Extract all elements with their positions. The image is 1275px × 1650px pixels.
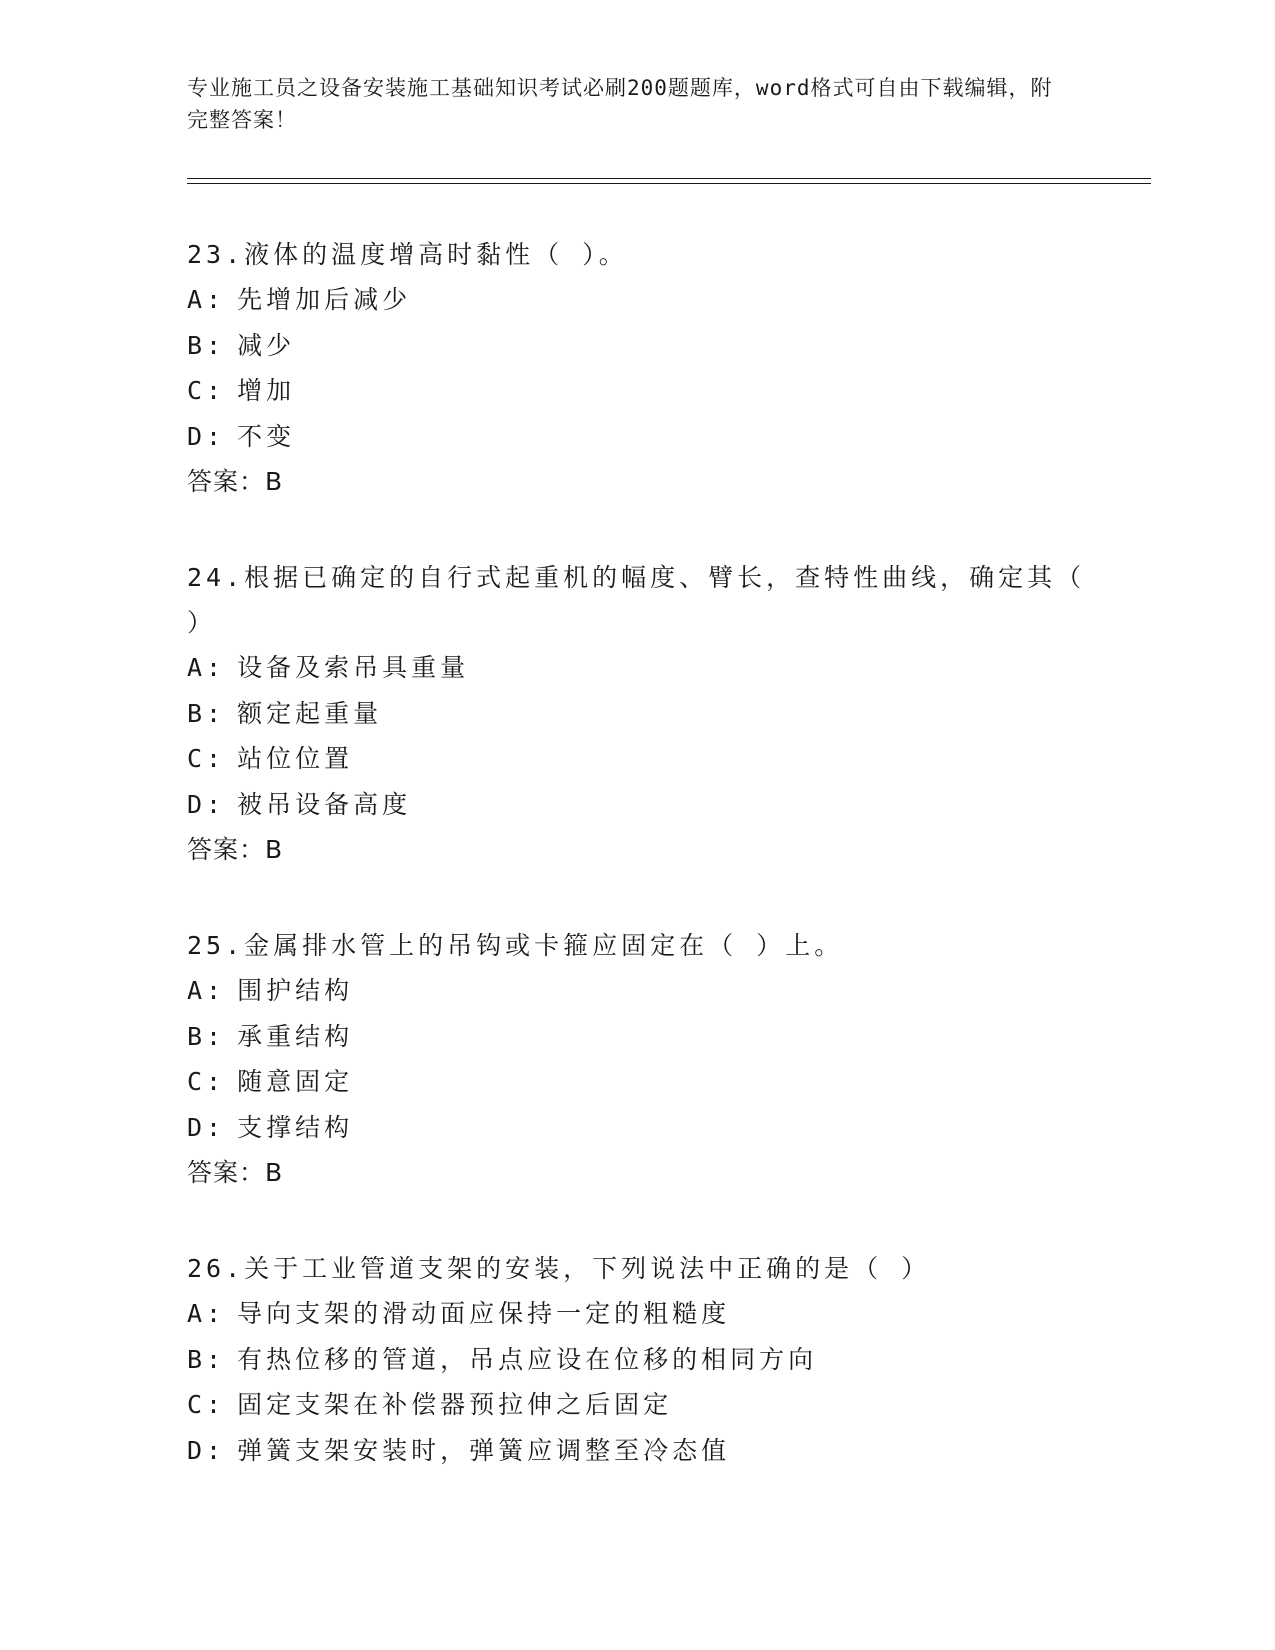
option-a bbox=[187, 968, 1087, 1014]
option-text: 站位位置 bbox=[237, 744, 354, 773]
option-c bbox=[187, 1382, 1087, 1428]
answer-line bbox=[187, 459, 1087, 504]
question-stem: 24.根据已确定的自行式起重机的幅度、臂长，查特性曲线，确定其（ ） bbox=[187, 563, 1086, 637]
question-item bbox=[187, 1246, 1087, 1473]
option-b bbox=[187, 691, 1087, 737]
document-header bbox=[187, 72, 1067, 136]
option-d bbox=[187, 414, 1087, 460]
question-item bbox=[187, 923, 1087, 1195]
option-key: B: bbox=[187, 1344, 226, 1374]
option-d bbox=[187, 1105, 1087, 1151]
option-key: A: bbox=[187, 653, 226, 682]
option-text: 支撑结构 bbox=[237, 1112, 354, 1142]
option-key: A: bbox=[187, 976, 226, 1005]
option-a bbox=[187, 645, 1087, 691]
answer-label: 答案： bbox=[187, 1158, 266, 1187]
answer-label: 答案： bbox=[187, 467, 266, 496]
question-item bbox=[187, 555, 1087, 872]
option-text: 随意固定 bbox=[237, 1067, 354, 1096]
option-b bbox=[187, 1014, 1087, 1060]
option-text: 承重结构 bbox=[237, 1021, 354, 1051]
question-stem: 25.金属排水管上的吊钩或卡箍应固定在（ ）上。 bbox=[187, 931, 844, 960]
option-text: 设备及索吊具重量 bbox=[237, 653, 470, 682]
option-text: 固定支架在补偿器预拉伸之后固定 bbox=[237, 1390, 673, 1419]
option-text: 围护结构 bbox=[237, 976, 354, 1005]
question-list bbox=[187, 232, 1087, 1524]
option-b bbox=[187, 323, 1087, 369]
option-text: 弹簧支架安装时，弹簧应调整至冷态值 bbox=[237, 1435, 731, 1465]
header-divider-top bbox=[187, 178, 1151, 179]
answer-label: 答案： bbox=[187, 835, 266, 864]
option-text: 有热位移的管道，吊点应设在位移的相同方向 bbox=[237, 1344, 818, 1374]
option-text: 增加 bbox=[237, 376, 296, 405]
answer-value: B bbox=[265, 467, 284, 496]
answer-line bbox=[187, 827, 1087, 872]
option-a bbox=[187, 277, 1087, 323]
header-text: 专业施工员之设备安装施工基础知识考试必刷200题题库，word格式可自由下载编辑，附完整答案！ bbox=[187, 76, 1053, 132]
option-b bbox=[187, 1337, 1087, 1383]
option-key: D: bbox=[187, 1435, 226, 1465]
option-key: C: bbox=[187, 744, 226, 773]
option-key: C: bbox=[187, 1067, 226, 1096]
option-text: 额定起重量 bbox=[237, 698, 383, 728]
option-key: D: bbox=[187, 789, 226, 819]
option-key: B: bbox=[187, 698, 226, 728]
question-stem: 23.液体的温度增高时黏性（ ）。 bbox=[187, 240, 628, 269]
option-c bbox=[187, 736, 1087, 782]
question-stem: 26.关于工业管道支架的安装，下列说法中正确的是（ ） bbox=[187, 1254, 931, 1283]
option-text: 减少 bbox=[237, 330, 296, 360]
option-a bbox=[187, 1291, 1087, 1337]
option-text: 先增加后减少 bbox=[237, 285, 412, 314]
option-d bbox=[187, 782, 1087, 828]
option-key: D: bbox=[187, 1112, 226, 1142]
option-key: B: bbox=[187, 330, 226, 360]
option-key: C: bbox=[187, 376, 226, 405]
option-d bbox=[187, 1428, 1087, 1474]
header-divider-bottom bbox=[187, 183, 1151, 184]
option-text: 不变 bbox=[237, 421, 296, 451]
answer-value: B bbox=[265, 1158, 284, 1187]
option-c bbox=[187, 1059, 1087, 1105]
option-text: 被吊设备高度 bbox=[237, 789, 412, 819]
option-text: 导向支架的滑动面应保持一定的粗糙度 bbox=[237, 1299, 731, 1328]
option-key: C: bbox=[187, 1390, 226, 1419]
option-key: B: bbox=[187, 1021, 226, 1051]
option-key: D: bbox=[187, 421, 226, 451]
answer-value: B bbox=[265, 835, 284, 864]
question-item bbox=[187, 232, 1087, 504]
answer-line bbox=[187, 1150, 1087, 1195]
option-c bbox=[187, 368, 1087, 414]
option-key: A: bbox=[187, 1299, 226, 1328]
option-key: A: bbox=[187, 285, 226, 314]
